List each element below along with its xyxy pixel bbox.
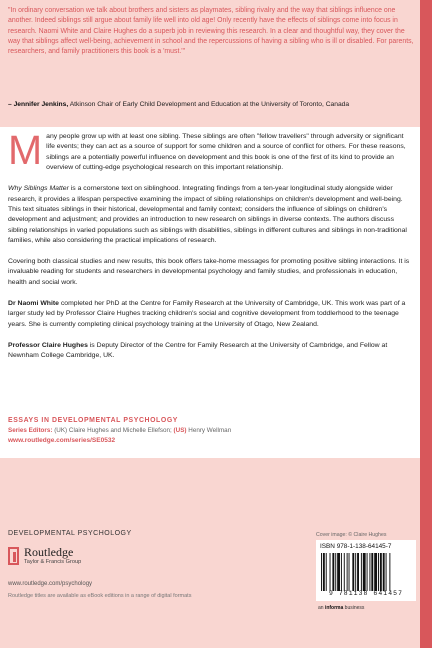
publisher-website-link[interactable]: www.routledge.com/psychology bbox=[8, 581, 93, 587]
author-bio-hughes: Professor Claire Hughes is Deputy Director of the Centre for Family Research at the University of Cambridge, and Fellow at Newnham College Cambridge, UK. bbox=[8, 341, 388, 359]
barcode-bar bbox=[355, 553, 356, 591]
barcode-bar bbox=[367, 553, 368, 591]
barcode-bar bbox=[389, 553, 390, 591]
blurb-paragraph-2: Why Siblings Matter is a cornerstone text on siblinghood. Integrating findings from a ten-year longitudinal study alongside wider research, it provides a lifespan perspective examining the impact of sibling relationships on children's development and well-being. This text situates siblings in their historical, developmental and family context; considers the influence of siblings on children's development and adjustment; and provides an introduction to new research on siblings in diverse contexts. The authors discuss sibling relationships in varied populations such as siblings with disabilities, siblings in different cultures and siblings in non-traditional families, while also considering the practical implications of research. bbox=[8, 185, 407, 245]
barcode-bar bbox=[361, 553, 362, 591]
series-title: ESSAYS IN DEVELOPMENTAL PSYCHOLOGY bbox=[8, 417, 178, 424]
barcode-bar bbox=[357, 553, 359, 591]
barcode-bar bbox=[371, 553, 373, 591]
endorsement-author: – Jennifer Jenkins, bbox=[8, 101, 69, 108]
barcode-bar bbox=[374, 553, 377, 591]
author-bio-white: Dr Naomi White completed her PhD at the Centre for Family Research at the University of Cambridge, UK. This work was part of a larger study led by Professor Claire Hughes tracking children's social and cognitive development from toddlerhood to the teenage years. She is currently completing clinical psychology training at the University of Otago, New Zealand. bbox=[8, 299, 406, 328]
blurb bbox=[8, 127, 414, 372]
barcode-bar bbox=[352, 553, 354, 591]
barcode-number: 9 781138 641457 bbox=[328, 590, 404, 597]
publisher-group: Taylor & Francis Group bbox=[24, 559, 82, 565]
routledge-logo-icon bbox=[8, 547, 19, 565]
isbn-label: ISBN 978-1-138-64145-7 bbox=[320, 543, 392, 550]
drop-cap: M bbox=[8, 127, 43, 173]
blurb-paragraph-1: Many people grow up with at least one sibling. These siblings are often "fellow travellers" through adversity or significant life events; they can act as a source of support for some children and a source of conflict for others. For these reasons, siblings are a potentially powerful influence on development and this book is one of the first of its kind to provide an overview of cutting-edge psychological research on this important relationship. bbox=[8, 127, 406, 173]
barcode-bar bbox=[344, 553, 345, 591]
barcode-bar bbox=[380, 553, 382, 591]
barcode-bar bbox=[332, 553, 334, 591]
author-name-hughes: Professor Claire Hughes bbox=[8, 341, 88, 349]
publisher-name: Routledge bbox=[24, 545, 74, 559]
author-name-white: Dr Naomi White bbox=[8, 299, 59, 307]
barcode-bar bbox=[378, 553, 379, 591]
barcode-bar bbox=[383, 553, 385, 591]
spine-edge-bar bbox=[420, 0, 432, 648]
endorsement-panel bbox=[0, 0, 420, 127]
series-url-link[interactable]: www.routledge.com/series/SE0532 bbox=[8, 437, 116, 444]
subject-category: DEVELOPMENTAL PSYCHOLOGY bbox=[8, 530, 132, 537]
endorsement-quote: "In ordinary conversation we talk about brothers and sisters as playmates, sibling rivalry and the way that siblings influence one another. Indeed siblings still argue about family life well into old age! Only recently have the effects of siblings come into focus in research. Naomi White and Claire Hughes do a superb job in reviewing this research. In a clear and thoughtful way, they cover the way that siblings affect well-being, achievement in school and the repercussions of having a sibling who is ill or disabled. For parents, researchers, and family practitioners this book is a 'must.'" bbox=[8, 7, 414, 56]
barcode-bar bbox=[321, 553, 322, 591]
barcode-bar bbox=[369, 553, 370, 591]
barcode-bar bbox=[323, 553, 325, 591]
barcode-icon bbox=[321, 553, 413, 591]
endorsement-attribution bbox=[8, 100, 414, 110]
book-title-inline: Why Siblings Matter bbox=[8, 185, 69, 193]
barcode-bar bbox=[330, 553, 331, 591]
barcode-bar bbox=[386, 553, 387, 591]
ebook-note: Routledge titles are available as eBook editions in a range of digital formats bbox=[8, 593, 192, 599]
barcode-panel bbox=[316, 540, 416, 601]
barcode-bar bbox=[326, 553, 327, 591]
barcode-bar bbox=[349, 553, 350, 591]
barcode-bar bbox=[363, 553, 366, 591]
routledge-logo bbox=[8, 545, 148, 575]
blurb-paragraph-3: Covering both classical studies and new results, this book offers take-home messages for promoting positive sibling interactions. It is invaluable reading for students and researchers in developmental psychology and family studies, and professionals in education, health and social work. bbox=[8, 258, 410, 286]
barcode-bar bbox=[335, 553, 336, 591]
series-editors: Series Editors: (UK) Claire Hughes and Michelle Ellefson; (US) Henry Wellman bbox=[8, 427, 232, 434]
barcode-bar bbox=[341, 553, 342, 591]
barcode-bar bbox=[337, 553, 340, 591]
cover-image-credit: Cover image: © Claire Hughes bbox=[316, 532, 387, 538]
barcode-bar bbox=[347, 553, 348, 591]
endorsement-affiliation: Atkinson Chair of Early Child Development and Education at the University of Toronto, Canada bbox=[68, 101, 350, 108]
informa-business-note: an informa business bbox=[318, 605, 365, 611]
